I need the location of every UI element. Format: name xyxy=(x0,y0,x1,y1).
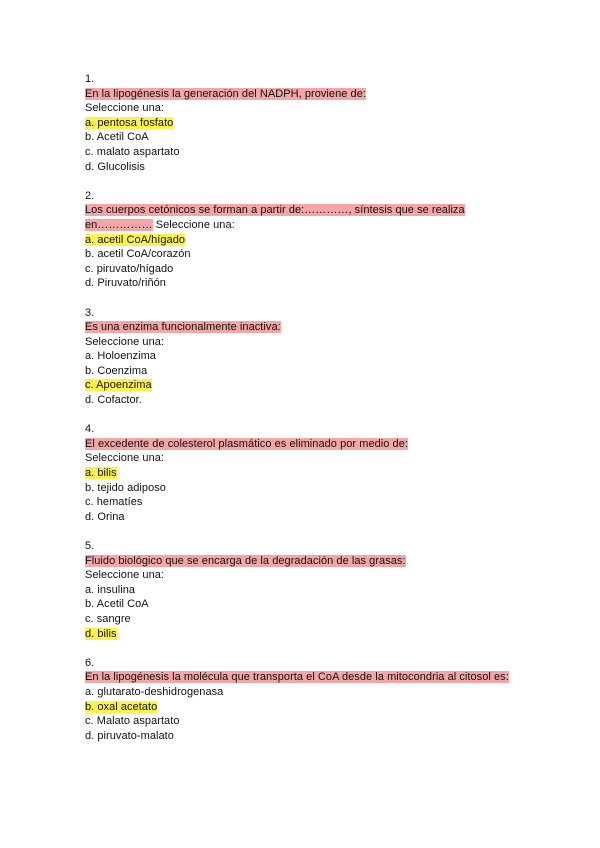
answer-text: b. tejido adiposo xyxy=(85,481,166,494)
question-number: 1. xyxy=(85,73,95,85)
question-block xyxy=(85,539,515,641)
answer-option[interactable] xyxy=(85,233,515,248)
question-stem-line xyxy=(85,87,515,102)
answer-text: c. Malato aspartato xyxy=(85,715,180,728)
answer-option[interactable] xyxy=(85,116,515,131)
answer-text: c. malato aspartato xyxy=(85,145,180,158)
question-number: 5. xyxy=(85,540,95,552)
answer-option[interactable] xyxy=(85,700,515,715)
question-stem-line xyxy=(85,554,515,569)
correct-answer: a. pentosa fosfato xyxy=(85,116,174,129)
answer-text: b. acetil CoA/corazón xyxy=(85,248,191,261)
answer-text: a. Holoenzima xyxy=(85,350,156,363)
question-stem: En la lipogénesis la generación del NADPH, proviene de: xyxy=(85,87,366,100)
select-prompt: Seleccione una: xyxy=(85,452,165,465)
answer-option[interactable] xyxy=(85,160,515,175)
answer-text: a. glutarato-deshidrogenasa xyxy=(85,685,224,698)
quiz-document xyxy=(85,72,515,758)
question-stem: El excedente de colesterol plasmático es eliminado por medio de: xyxy=(85,437,408,450)
answer-text: b. Acetil CoA xyxy=(85,131,149,144)
question-number: 2. xyxy=(85,189,95,202)
answer-text: c. sangre xyxy=(85,612,131,625)
answer-option[interactable] xyxy=(85,349,515,364)
select-prompt: Seleccione una: xyxy=(85,569,165,582)
question-block xyxy=(85,656,515,744)
question-stem: Es una enzima funcionalmente inactiva: xyxy=(85,321,281,334)
question-stem-line xyxy=(85,203,515,218)
answer-option[interactable] xyxy=(85,627,515,642)
answer-option[interactable] xyxy=(85,685,515,700)
correct-answer: d. bilis xyxy=(85,627,117,640)
answer-text: b. Coenzima xyxy=(85,364,148,377)
select-prompt: Seleccione una: xyxy=(85,335,165,348)
answer-option[interactable] xyxy=(85,495,515,510)
answer-option[interactable] xyxy=(85,612,515,627)
question-stem-line xyxy=(85,218,515,233)
answer-text: c. hematíes xyxy=(85,496,143,509)
answer-text: d. Orina xyxy=(85,510,125,523)
question-stem: Los cuerpos cetónicos se forman a partir de:…………, síntesis que se realiza xyxy=(85,204,465,217)
answer-option[interactable] xyxy=(85,276,515,291)
answer-option[interactable] xyxy=(85,247,515,262)
answer-option[interactable] xyxy=(85,481,515,496)
answer-text: b. Acetil CoA xyxy=(85,598,149,611)
answer-text: d. piruvato-malato xyxy=(85,729,174,742)
answer-option[interactable] xyxy=(85,714,515,729)
correct-answer: a. bilis xyxy=(85,467,117,480)
answer-option[interactable] xyxy=(85,466,515,481)
question-number: 4. xyxy=(85,423,95,436)
question-stem-line xyxy=(85,670,515,685)
question-number: 6. xyxy=(85,656,95,669)
question-block xyxy=(85,422,515,524)
select-prompt: Seleccione una: xyxy=(85,102,165,115)
answer-option[interactable] xyxy=(85,597,515,612)
question-stem-line xyxy=(85,320,515,335)
correct-answer: a. acetil CoA/hígado xyxy=(85,233,186,246)
answer-text: d. Glucolisis xyxy=(85,160,145,173)
answer-text: c. piruvato/hígado xyxy=(85,262,174,275)
answer-option[interactable] xyxy=(85,364,515,379)
correct-answer: b. oxal acetato xyxy=(85,700,158,713)
answer-option[interactable] xyxy=(85,393,515,408)
question-block xyxy=(85,189,515,291)
question-stem: En la lipogénesis la molécula que transporta el CoA desde la mitocondria al citosol es: xyxy=(85,671,509,684)
answer-option[interactable] xyxy=(85,130,515,145)
question-block xyxy=(85,72,515,174)
answer-text: a. insulina xyxy=(85,583,136,596)
answer-text: d. Piruvato/riñón xyxy=(85,277,166,290)
answer-option[interactable] xyxy=(85,378,515,393)
question-stem: en…………… xyxy=(85,218,153,231)
question-stem-line xyxy=(85,437,515,452)
question-stem: Fluido biológico que se encarga de la degradación de las grasas: xyxy=(85,554,406,567)
question-block xyxy=(85,306,515,408)
answer-text: d. Cofactor. xyxy=(85,394,142,407)
answer-option[interactable] xyxy=(85,510,515,525)
answer-option[interactable] xyxy=(85,145,515,160)
question-number: 3. xyxy=(85,306,95,319)
answer-option[interactable] xyxy=(85,729,515,744)
answer-option[interactable] xyxy=(85,583,515,598)
select-prompt: Seleccione una: xyxy=(152,218,235,231)
answer-option[interactable] xyxy=(85,262,515,277)
correct-answer: c. Apoenzima xyxy=(85,379,152,392)
